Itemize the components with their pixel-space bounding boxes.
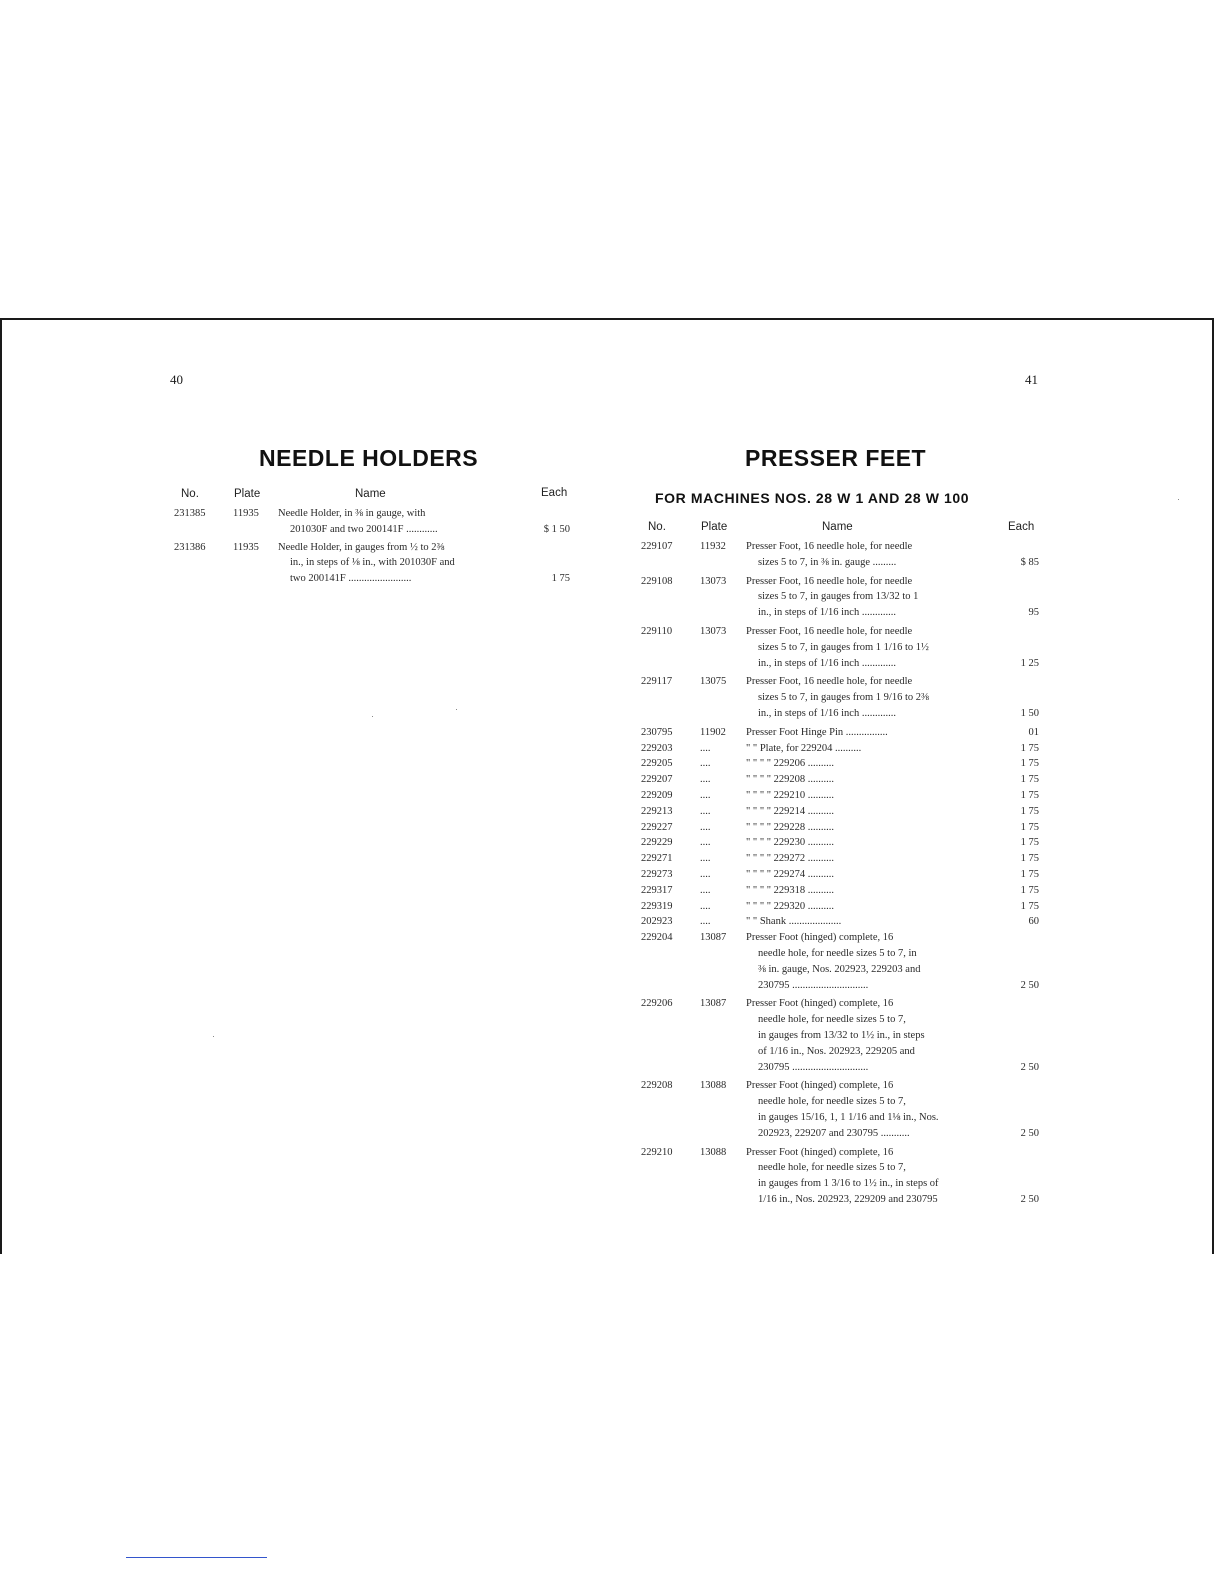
plate-number: 11902 [700,726,726,738]
part-description [746,804,1004,820]
part-description [746,899,1004,915]
unit-price: 2 50 [1020,1193,1039,1205]
description-line: Needle Holder, in ⅜ in gauge, with [278,508,426,519]
part-description [746,624,1004,671]
part-description [278,540,534,587]
unit-price: 1 75 [1020,837,1039,849]
description-line: 230795 ............................. [758,1061,869,1073]
plate-number: .... [700,837,711,849]
description-line: two 200141F ........................ [290,573,412,585]
part-number: 229207 [641,774,673,786]
left-page-title: NEEDLE HOLDERS [259,445,479,471]
table-row [641,1145,1039,1208]
plate-number: 13073 [700,626,727,637]
description-line: sizes 5 to 7, in gauges from 1 9/16 to 2⅜ [758,692,929,704]
description-line: " " " " 229214 .......... [746,805,835,817]
right-col-header-no: No. [648,521,666,533]
table-row [641,804,1039,820]
part-description [746,539,1004,571]
unit-price: 95 [1028,607,1039,619]
plate-number: 11935 [233,541,259,553]
part-number: 229227 [641,821,673,833]
part-number: 229203 [641,742,673,754]
part-description [746,883,1004,899]
unit-price: 2 50 [1020,1061,1039,1073]
description-line: " " " " 229318 .......... [746,884,835,896]
scan-speck [1178,499,1179,500]
unit-price: 1 75 [1020,774,1039,786]
part-number: 229229 [641,837,673,849]
description-line: " " " " 229208 .......... [746,774,835,786]
description-line: " " Plate, for 229204 .......... [746,742,862,754]
plate-number: .... [700,821,711,833]
table-row [641,930,1039,993]
description-line: " " " " 229210 .......... [746,790,835,801]
description-line: in., in steps of 1/16 inch ............. [758,607,896,619]
unit-price: 1 75 [1020,821,1039,833]
table-row [641,772,1039,788]
unit-price: 1 25 [1020,657,1039,669]
plate-number: .... [700,742,711,754]
unit-price: 1 50 [1020,707,1039,719]
part-description [746,788,1004,804]
part-number: 231386 [174,541,206,553]
right-col-header-name: Name [822,521,853,533]
part-number: 229273 [641,869,673,880]
unit-price: 1 75 [1020,742,1039,754]
table-row [641,674,1039,721]
description-line: Presser Foot, 16 needle hole, for needle [746,541,913,552]
description-line: in., in steps of 1/16 inch ............. [758,657,896,669]
description-line: Presser Foot (hinged) complete, 16 [746,1146,894,1158]
table-row [641,899,1039,915]
part-description [746,835,1004,851]
left-col-header-no: No. [181,488,199,500]
description-line: sizes 5 to 7, in gauges from 1 1/16 to 1½ [758,641,929,653]
description-line: in., in steps of 1/16 inch ............. [758,707,896,719]
description-line: 230795 ............................. [758,979,869,991]
part-description [746,930,1004,993]
table-row [641,574,1039,621]
part-number: 229209 [641,790,673,801]
part-description [746,914,1004,930]
part-description [746,574,1004,621]
table-row [641,820,1039,836]
unit-price: 1 75 [1020,853,1039,865]
part-number: 202923 [641,916,673,928]
description-line: sizes 5 to 7, in gauges from 13/32 to 1 [758,591,919,603]
description-line: 1/16 in., Nos. 202923, 229209 and 230795 [758,1193,938,1205]
left-page-number: 40 [170,372,183,387]
right-page-title: PRESSER FEET [745,445,927,471]
part-number: 231385 [174,508,206,519]
plate-number: .... [700,805,711,817]
description-line: in gauges from 13/32 to 1½ in., in steps [758,1029,925,1041]
description-line: needle hole, for needle sizes 5 to 7, in [758,947,917,959]
plate-number: .... [700,900,711,912]
description-line: Presser Foot Hinge Pin ................ [746,726,888,738]
description-line: in., in steps of ⅛ in., with 201030F and [290,557,455,569]
table-row [641,1078,1039,1141]
part-description [746,772,1004,788]
table-row [174,506,570,538]
part-number: 229108 [641,575,673,587]
unit-price: 1 75 [1020,900,1039,912]
plate-number: 11935 [233,508,259,519]
plate-number: .... [700,790,711,801]
description-line: " " " " 229228 .......... [746,821,835,833]
part-number: 229204 [641,932,673,944]
description-line: in gauges from 1 3/16 to 1½ in., in steps of [758,1178,939,1190]
table-row [641,788,1039,804]
plate-number: 13075 [700,676,727,688]
unit-price: 2 50 [1020,1127,1039,1139]
table-row [641,851,1039,867]
description-line: Needle Holder, in gauges from ½ to 2⅜ [278,541,445,553]
part-number: 229206 [641,998,673,1010]
table-row [641,741,1039,757]
description-line: " " " " 229206 .......... [746,758,835,770]
unit-price: 1 75 [1020,790,1039,801]
scan-speck [456,709,457,710]
description-line: needle hole, for needle sizes 5 to 7, [758,1162,906,1174]
scan-speck [213,1036,214,1037]
description-line: Presser Foot, 16 needle hole, for needle [746,626,913,637]
table-row [641,914,1039,930]
description-line: " " Shank .................... [746,916,842,928]
part-number: 229317 [641,884,673,896]
plate-number: .... [700,916,711,928]
part-number: 229117 [641,676,673,688]
plate-number: 13087 [700,932,727,944]
description-line: " " " " 229230 .......... [746,837,835,849]
plate-number: .... [700,869,711,880]
part-description [746,867,1004,883]
table-row [641,756,1039,772]
unit-price: 1 75 [1020,884,1039,896]
part-number: 229208 [641,1080,673,1092]
unit-price: 1 75 [1020,758,1039,770]
plate-number: 13073 [700,575,727,587]
part-number: 229205 [641,758,673,770]
description-line: needle hole, for needle sizes 5 to 7, [758,1096,906,1108]
description-line: in gauges 15/16, 1, 1 1/16 and 1⅛ in., Nos. [758,1111,939,1123]
table-row [641,835,1039,851]
description-line: of 1/16 in., Nos. 202923, 229205 and [758,1045,915,1057]
table-row [174,540,570,587]
part-description [746,725,1004,741]
right-col-header-each: Each [1008,521,1035,533]
plate-number: .... [700,884,711,896]
plate-number: 11932 [700,541,726,552]
bottom-rule [126,1557,267,1558]
left-col-header-each: Each [541,487,568,499]
table-row [641,883,1039,899]
scan-speck [372,716,373,717]
description-line: sizes 5 to 7, in ⅜ in. gauge ......... [758,556,897,568]
description-line: Presser Foot (hinged) complete, 16 [746,1080,894,1092]
unit-price: 01 [1028,726,1039,738]
table-row [641,725,1039,741]
part-number: 229210 [641,1146,673,1158]
part-number: 229107 [641,541,673,552]
part-description [746,741,1004,757]
table-row [641,867,1039,883]
unit-price: 1 75 [1020,805,1039,817]
table-row [641,539,1039,571]
unit-price: $ 1 50 [543,523,570,535]
unit-price: $ 85 [1020,556,1039,568]
plate-number: 13088 [700,1146,727,1158]
part-description [746,756,1004,772]
unit-price: 1 75 [551,573,570,585]
part-description [746,820,1004,836]
description-line: ⅜ in. gauge, Nos. 202923, 229203 and [758,963,921,975]
unit-price: 1 75 [1020,869,1039,880]
plate-number: .... [700,774,711,786]
unit-price: 2 50 [1020,979,1039,991]
part-description [746,1145,1004,1208]
part-number: 229319 [641,900,673,912]
unit-price: 60 [1028,916,1039,928]
right-page-subtitle: FOR MACHINES NOS. 28 W 1 AND 28 W 100 [655,490,970,506]
part-description [278,506,534,538]
description-line: needle hole, for needle sizes 5 to 7, [758,1014,906,1026]
left-col-header-plate: Plate [234,488,261,500]
table-row [641,624,1039,671]
description-line: 201030F and two 200141F ............ [290,523,438,535]
part-description [746,851,1004,867]
plate-number: .... [700,758,711,770]
part-number: 229213 [641,805,673,817]
description-line: Presser Foot (hinged) complete, 16 [746,998,894,1010]
table-row [641,996,1039,1075]
description-line: Presser Foot (hinged) complete, 16 [746,932,894,944]
description-line: " " " " 229272 .......... [746,853,835,865]
description-line: " " " " 229274 .......... [746,869,835,880]
part-description [746,996,1004,1075]
description-line: " " " " 229320 .......... [746,900,835,912]
right-col-header-plate: Plate [701,521,728,533]
plate-number: 13088 [700,1080,727,1092]
part-number: 229271 [641,853,673,865]
plate-number: .... [700,853,711,865]
left-col-header-name: Name [355,488,386,500]
right-page-number: 41 [1025,372,1038,387]
plate-number: 13087 [700,998,727,1010]
part-description [746,674,1004,721]
description-line: Presser Foot, 16 needle hole, for needle [746,575,913,587]
description-line: Presser Foot, 16 needle hole, for needle [746,676,913,688]
description-line: 202923, 229207 and 230795 ........... [758,1127,910,1139]
part-description [746,1078,1004,1141]
part-number: 229110 [641,626,673,637]
part-number: 230795 [641,726,673,738]
